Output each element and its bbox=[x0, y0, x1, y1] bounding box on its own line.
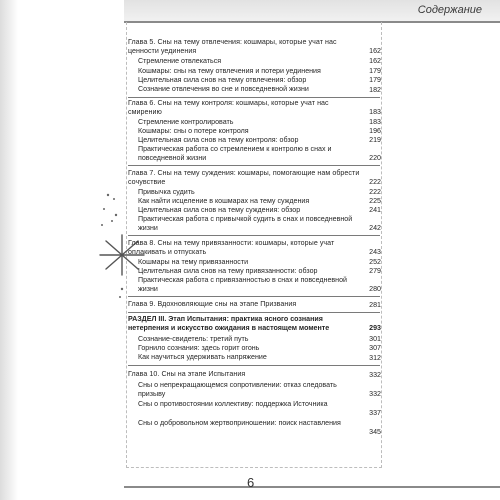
toc-entry-page: 279 bbox=[369, 267, 381, 275]
toc-entry-title: Как найти исцеление в кошмарах на тему суждения bbox=[138, 197, 310, 205]
toc-entry-title: Глава 5. Сны на тему отвлечения: кошмары, которые учат нас ценности уединения bbox=[128, 38, 337, 55]
toc-subentry bbox=[128, 197, 383, 206]
toc-entry-page: 301 bbox=[369, 335, 381, 343]
toc-entry-page: 222 bbox=[369, 188, 381, 196]
toc-subentry bbox=[128, 381, 383, 399]
toc-subentry bbox=[128, 76, 383, 85]
toc-subentry bbox=[128, 335, 383, 344]
toc-entry-page: 307 bbox=[369, 344, 381, 352]
toc-subentry bbox=[128, 258, 383, 267]
header-band bbox=[124, 0, 500, 22]
toc-subentry bbox=[128, 136, 383, 145]
toc-entry-page: 182 bbox=[369, 86, 381, 94]
toc-entry-title: Глава 10. Сны на этапе Испытания bbox=[128, 370, 246, 378]
toc-chapter-heading bbox=[128, 169, 383, 187]
footer-rule bbox=[124, 486, 500, 488]
toc-subentry bbox=[128, 57, 383, 66]
toc-chapter-heading bbox=[128, 99, 383, 117]
toc-entry-title: Как научиться удерживать напряжение bbox=[138, 353, 267, 361]
toc-entry-title: Сознание-свидетель: третий путь bbox=[138, 335, 249, 343]
toc-part-heading bbox=[128, 315, 383, 333]
toc-entry-page: 162 bbox=[369, 47, 381, 55]
toc-entry-title: Сны о добровольном жертвоприношении: поиск наставления bbox=[138, 419, 341, 427]
toc-chapter-heading bbox=[128, 38, 383, 56]
toc-entry-page: 183 bbox=[369, 108, 381, 116]
toc-entry-page: 332 bbox=[369, 371, 381, 379]
page-gutter-shadow bbox=[0, 0, 18, 500]
toc-entry-page: 243 bbox=[369, 248, 381, 256]
toc-entry-title: Целительная сила снов на тему отвлечения: обзор bbox=[138, 76, 307, 84]
toc-entry-page: 242 bbox=[369, 224, 381, 232]
toc-subentry bbox=[128, 276, 383, 294]
toc-entry-page: 183 bbox=[369, 118, 381, 126]
toc-entry-title: Практическая работа со стремлением к контролю в снах и повседневной жизни bbox=[138, 145, 332, 162]
section-divider bbox=[128, 235, 380, 236]
toc-entry-title: Привычка судить bbox=[138, 188, 195, 196]
toc-entry-page: 312 bbox=[369, 354, 381, 362]
toc-entry-page: 179 bbox=[369, 76, 381, 84]
toc-subentry bbox=[128, 67, 383, 76]
toc-entry-page: 281 bbox=[369, 301, 381, 309]
toc-entry-page: 225 bbox=[369, 197, 381, 205]
page-number: 6 bbox=[247, 475, 255, 490]
toc-entry-title: Кошмары: сны на тему отвлечения и потери уединения bbox=[138, 67, 321, 75]
toc-chapter-heading bbox=[128, 239, 383, 257]
toc-subentry bbox=[128, 353, 383, 363]
toc-entry-page: 196 bbox=[369, 127, 381, 135]
toc-entry-title: Кошмары: сны о потере контроля bbox=[138, 127, 249, 135]
toc-subentry bbox=[128, 400, 383, 418]
toc-subentry bbox=[128, 344, 383, 353]
toc-entry-page: 179 bbox=[369, 67, 381, 75]
toc-chapter-heading bbox=[128, 300, 383, 310]
toc-subentry bbox=[128, 215, 383, 233]
toc-entry-page: 252 bbox=[369, 258, 381, 266]
toc-entry-title: РАЗДЕЛ III. Этап Испытания: практика ясного сознания нетерпения и искусство ожидания в настоящем моменте bbox=[128, 315, 330, 332]
toc-entry-title: Горнило сознания: здесь горит огонь bbox=[138, 344, 260, 352]
toc-entry-page: 345 bbox=[369, 428, 381, 436]
toc-subentry bbox=[128, 419, 383, 437]
toc-entry-title: Сознание отвлечения во сне и повседневной жизни bbox=[138, 85, 309, 93]
toc-entry-page: 241 bbox=[369, 206, 381, 214]
toc-entry-page: 337 bbox=[369, 409, 381, 417]
section-divider bbox=[128, 165, 380, 166]
toc-entry-title: Стремление отвлекаться bbox=[138, 57, 222, 65]
toc-subentry bbox=[128, 85, 383, 95]
toc-entry-title: Глава 8. Сны на тему привязанности: кошмары, которые учат оплакивать и отпускать bbox=[128, 239, 335, 256]
toc-entry-page: 220 bbox=[369, 154, 381, 162]
section-divider bbox=[128, 312, 380, 313]
toc-entry-title: Глава 7. Сны на тему суждения: кошмары, помогающие нам обрести сочувствие bbox=[128, 169, 360, 186]
section-divider bbox=[128, 97, 380, 98]
toc-entry-title: Целительная сила снов на тему привязанности: обзор bbox=[138, 267, 318, 275]
toc-subentry bbox=[128, 206, 383, 215]
toc-subentry bbox=[128, 145, 383, 163]
section-divider bbox=[128, 365, 380, 366]
toc-subentry bbox=[128, 127, 383, 136]
toc-entry-title: Глава 9. Вдохновляющие сны на этапе Призвания bbox=[128, 300, 297, 308]
toc-entry-title: Практическая работа с привычкой судить в снах и повседневной жизни bbox=[138, 215, 353, 232]
toc-entry-page: 293 bbox=[369, 324, 381, 332]
toc-entry-page: 222 bbox=[369, 178, 381, 186]
toc-subentry bbox=[128, 118, 383, 127]
toc-entry-title: Практическая работа с привязанностью в снах и повседневной жизни bbox=[138, 276, 347, 293]
toc-entry-page: 219 bbox=[369, 136, 381, 144]
toc-subentry bbox=[128, 188, 383, 197]
toc-subentry bbox=[128, 267, 383, 276]
toc-chapter-heading bbox=[128, 370, 383, 380]
toc-entry-title: Целительная сила снов на тему суждения: обзор bbox=[138, 206, 301, 214]
toc-entry-title: Целительная сила снов на тему контроля: обзор bbox=[138, 136, 299, 144]
running-header-title: Содержание bbox=[417, 4, 482, 16]
toc-entry-page: 332 bbox=[369, 390, 381, 398]
toc-entry-page: 280 bbox=[369, 285, 381, 293]
toc-entry-title: Кошмары на тему привязанности bbox=[138, 258, 249, 266]
toc-entry-title: Глава 6. Сны на тему контроля: кошмары, которые учат нас смирению bbox=[128, 99, 329, 116]
toc-entry-title: Стремление контролировать bbox=[138, 118, 234, 126]
toc-entry-title: Сны о противостоянии коллективу: поддержка Источника bbox=[138, 400, 328, 408]
toc-entry-page: 162 bbox=[369, 57, 381, 65]
toc-entry-title: Сны о непрекращающемся сопротивлении: отказ следовать призыву bbox=[138, 381, 337, 398]
section-divider bbox=[128, 296, 380, 297]
